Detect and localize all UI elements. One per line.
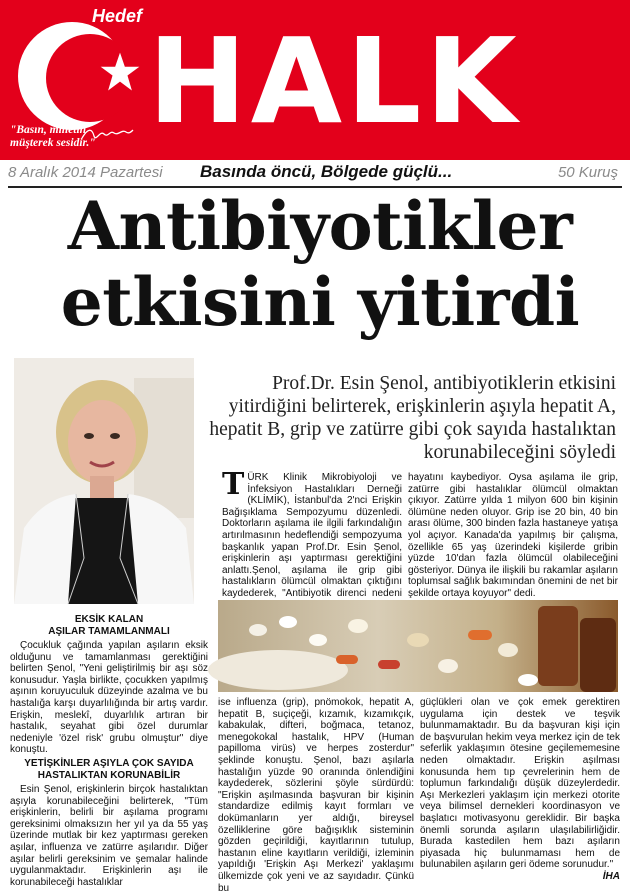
article-deck: Prof.Dr. Esin Şenol, antibiyotiklerin etkisini yitirdiğini belirterek, erişkinlerin aşıyla hepatit A, hepatit B, grip ve zatürre gibi çok sayıda hastalıktan korunabileceğini söyledi (209, 373, 616, 463)
pills-illustration (218, 600, 618, 692)
subheading-2-line-1: YETİŞKİNLER AŞIYLA ÇOK SAYIDA (24, 757, 194, 769)
subheading-1-line-2: AŞILAR TAMAMLANMALI (48, 626, 170, 637)
price: 50 Kuruş (557, 164, 618, 181)
left-paragraph-1: Çocukluk çağında yapılan aşıların eksik olduğunu ve tamamlanması gerektiğini belirten Şenol, "Yeni geliştirilmiş bir aşı söz konusudur. Yaşla birlikte, çocukken yapılmış aşının koruyuculuk düzeyinde azalma ve bu hastalığa karşı duyarlılığında bir artış vardır. Erişkin, meslekî, duyarlılık artıran bir hastalık, seyahat gibi özel durumlar nedeniyle 'özel risk' grubu olmuştur" diye konuştu. (10, 640, 208, 756)
left-paragraph-2: Esin Şenol, erişkinlerin birçok hastalıktan aşıyla korunabileceğini belirterek, "Tüm erişkinlerin, belirli bir aşılama programı gereksinimi olmaksızın her yıl ya da 55 yaş üzerinde mutlak bir kez yaptırması gereken aşılar, influenza ve zatürre aşılarıdır. Diğer aşılar belirli gereksinim ve şemalar halinde uygulanmaktadır. Erişkinlerin aşı ile korunabileceği hastalıklar (10, 783, 208, 888)
subheading-2 (10, 758, 208, 782)
article-column-middle (218, 697, 414, 894)
professor-photo (14, 358, 194, 604)
news-agency: İHA (602, 870, 620, 882)
column-1-text: ÜRK Klinik Mikrobiyoloji ve İnfeksiyon Hastalıkları Derneği (KLİMİK), İstanbul'da 2'nci Erişkin Bağışıklama Sempozyumu düzenledi. Doktorların aşılama ile ilgili farkındalığın artırılmasının hedeflendiği sempozyuma başkanlık yapan Prof.Dr. Esin Şenol, erişkinlerin aşı yaptırması gerektiğini anlattı.Şenol, aşılama ile grip gibi hastalıkların ölümcül olmaktan çıktığını kaydederek, "Antibiyotik direnci nedeni (222, 472, 402, 599)
dateline (0, 162, 630, 186)
quote-line-1: "Basın, milletin (10, 124, 87, 136)
dropcap: T (222, 467, 245, 502)
article-column-left (10, 612, 208, 888)
quote-line-2: müşterek sesidir." (10, 137, 96, 149)
masthead-brand: HALK (148, 12, 521, 150)
masthead-prefix: Hedef (92, 6, 143, 26)
column-right-text: güçlükleri olan ve çok emek gerektiren uygulama için destek ve teşvik bulunmamaktadır. Bu da başvuran kişi için de başvurulan hekim veya merkez için de tek seferlik yaklaşımın ötesine geçilememesine neden olmaktadır. Erişkin aşılması konusunda hem tıp çevrelerinin hem de toplumun farkındalığı düşük düzeylerdedir. Aşı Merkezleri yaklaşım için merkezi otorite veya bilimsel dernekleri koordinasyon ve başlatıcı motivasyonu gereklidir. Bir başka önemli sorunda aşıların ulaşılabilirliğidir. Burada kastedilen hem bazı aşıların piyasada hiç bulunmaması hem de bulunabilen aşıların geri ödeme sorunudur." (420, 697, 620, 871)
subheading-1-line-1: EKSİK KALAN (74, 614, 144, 625)
column-middle-text: ise influenza (grip), pnömokok, hepatit A, hepatit B, suçiçeği, kızamık, kızamıkçık, kabakulak, difteri, boğmaca, tetanoz, menegokokal hastalık, HPV (Human papilloma virüs) ve herpes zosterdur" şeklinde konuştu. Şenol, bazı aşılarla hastalığın yüzde 90 oranında önlendiğini kaydederek, sözlerini şöyle sürdürdü: "Erişkin aşılmasında başvuran bir kişinin standardize edilmiş kayıt formları ve dokümanların yer aldığı, bireysel özelliklerine göre bağışıklık sisteminin gözden geçirildiği, kayıtlarının tutulup, hastanın eline kayıtların verildiği, izleminin yapıldığı 'Erişkin Aşı Merkezi' yaklaşımı ülkemizde çok yeni ve az sayıdadır. Çünkü bu (218, 697, 414, 894)
star-icon (98, 50, 142, 94)
subheading-2-line-2: HASTALIKTAN KORUNABİLİR (37, 769, 181, 781)
column-2-text: hayatını kaybediyor. Oysa aşılama ile grip, zatürre gibi hastalıklar ölümcül olmaktan çıkıyor. Zatürre yılda 1 milyon 600 bin kişinin ölümüne neden oluyor. Grip ise 20 bin, 40 bin arası ölüme, 300 binden fazla hastaneye yatışa yol açıyor. Kanada'da yapılmış bir çalışma, özellikle 65 yaş üzerindeki kişilerde gribin yüzde 10'dan fazla ölümcül olabileceğini gösteriyor. Dünya ile ilişkili bu rakamlar aşıların toplumsal sağlık bakımından önemini de net bir şekilde ortaya koyuyor" dedi. (408, 472, 618, 599)
headline (20, 188, 620, 340)
pills-photo (218, 600, 618, 692)
issue-date: 8 Aralık 2014 Pazartesi (8, 164, 163, 181)
masthead (0, 0, 630, 160)
portrait-illustration (14, 358, 194, 604)
subheading-1 (10, 614, 208, 638)
slogan: Basında öncü, Bölgede güçlü... (200, 162, 453, 181)
headline-line-1: Antibiyotikler (67, 187, 573, 265)
headline-line-2: etkisini yitirdi (60, 263, 580, 341)
ataturk-signature-icon (80, 124, 134, 144)
article-column-right (420, 697, 620, 883)
article-column-2 (408, 472, 618, 600)
